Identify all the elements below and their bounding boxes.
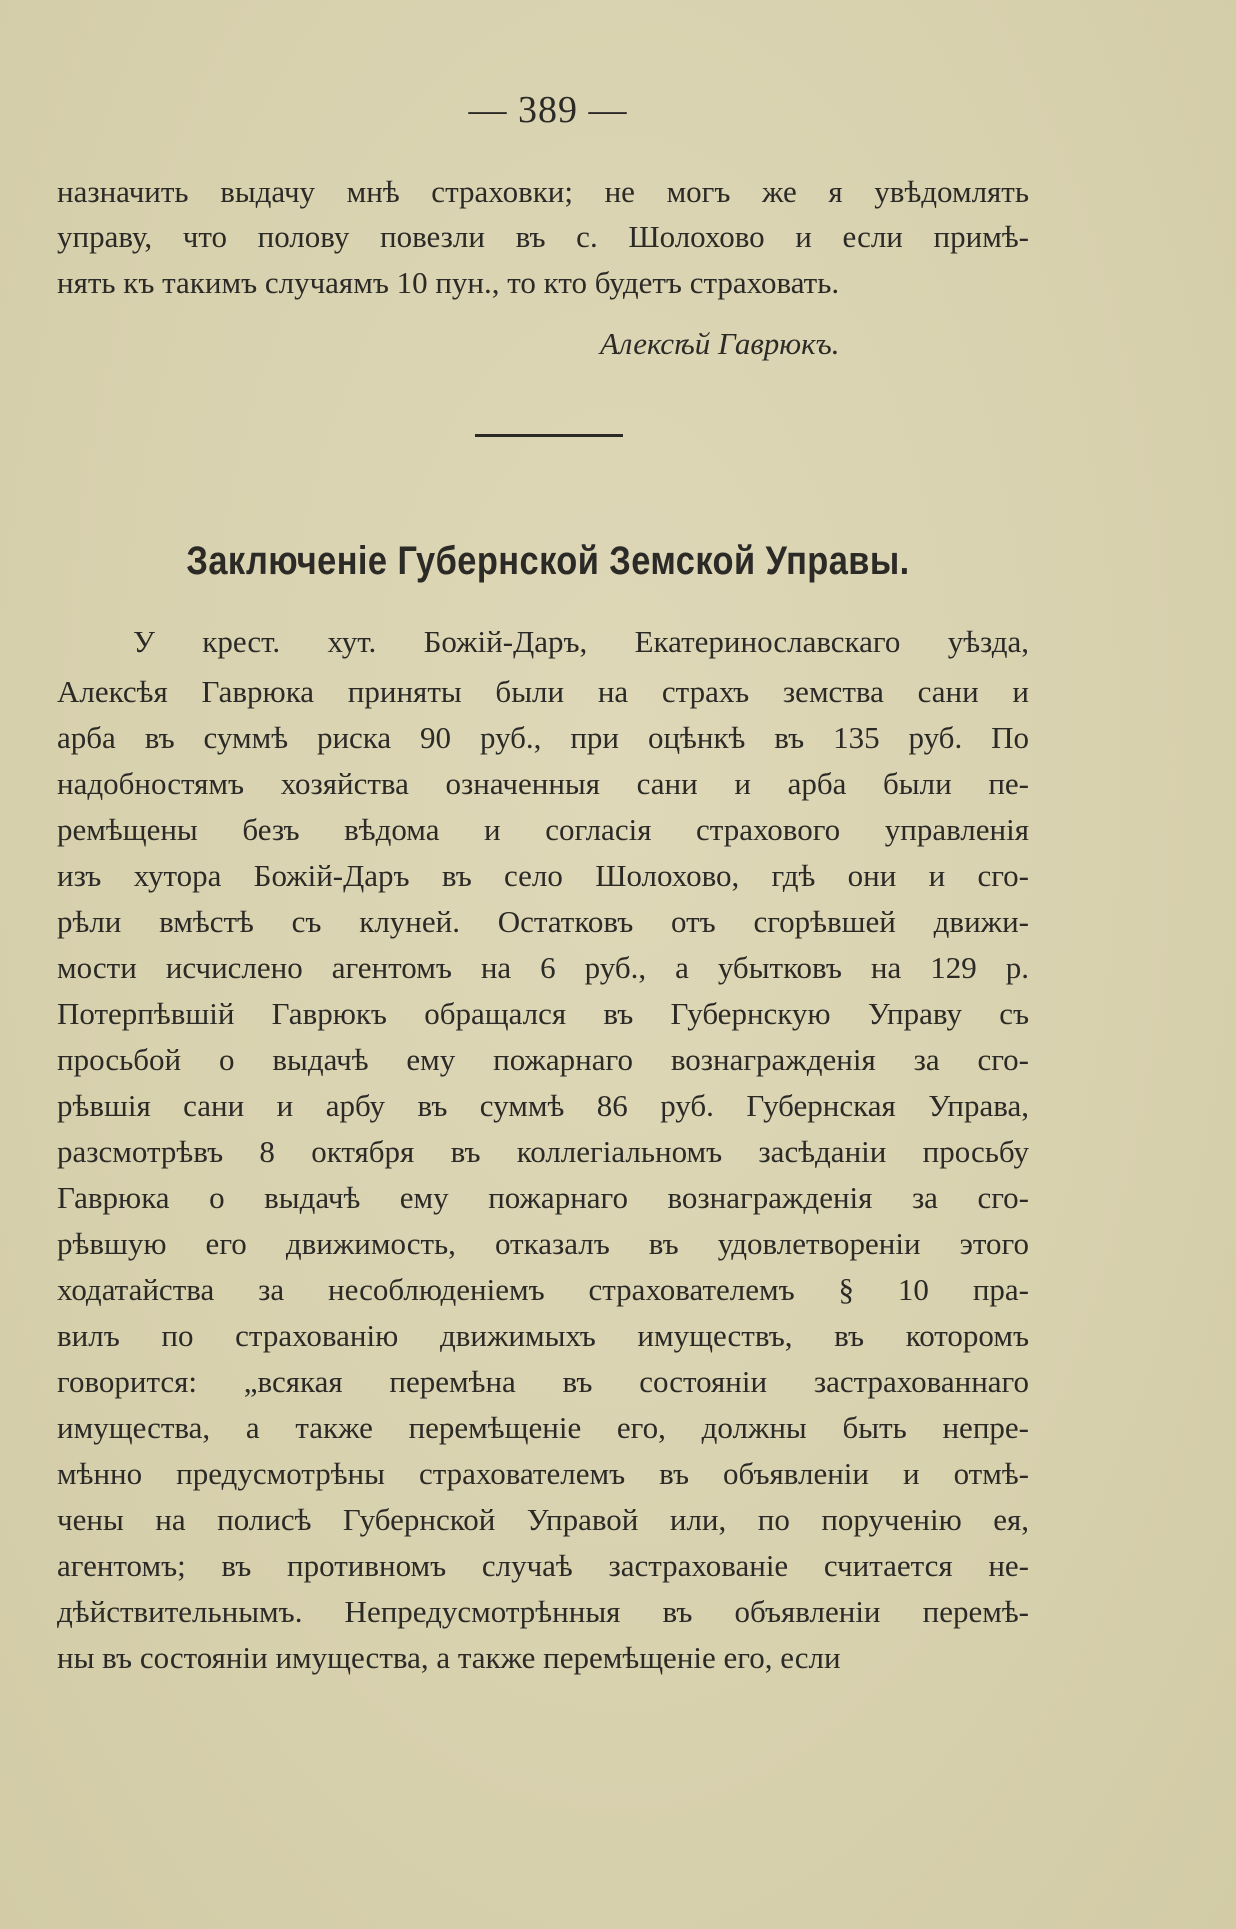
text-line: Алексѣя Гаврюка приняты были на страхъ земства сани и — [57, 674, 1029, 709]
text-line: назначить выдачу мнѣ страховки; не могъ же я увѣдомлять — [57, 174, 1029, 209]
text-line: мости исчислено агентомъ на 6 руб., а убытковъ на 129 р. — [57, 950, 1029, 985]
text-line: мѣнно предусмотрѣны страхователемъ въ объявленiи и отмѣ- — [57, 1456, 1029, 1491]
section-heading: Заключенiе Губернской Земской Управы. — [186, 539, 910, 583]
text-line: нять къ такимъ случаямъ 10 пун., то кто будетъ страховать. — [57, 265, 840, 300]
signature: Алексѣй Гаврюкъ. — [600, 326, 840, 361]
text-line: Потерпѣвшiй Гаврюкъ обращался въ Губернскую Управу съ — [57, 996, 1029, 1031]
text-line: ны въ состоянiи имущества, а также перемѣщенiе его, если — [57, 1640, 841, 1675]
text-line: изъ хутора Божiй-Даръ въ село Шолохово, гдѣ они и сго- — [57, 858, 1029, 893]
text-line: агентомъ; въ противномъ случаѣ застрахованiе считается не- — [57, 1548, 1029, 1583]
text-line: ходатайства за несоблюденiемъ страхователемъ § 10 пра- — [57, 1272, 1029, 1307]
text-line: арба въ суммѣ риска 90 руб., при оцѣнкѣ въ 135 руб. По — [57, 720, 1029, 755]
text-line: ремѣщены безъ вѣдома и согласiя страхового управленiя — [57, 812, 1029, 847]
text-line: говорится: „всякая перемѣна въ состоянiи застрахованнаго — [57, 1364, 1029, 1399]
text-line: вилъ по страхованiю движимыхъ имуществъ, въ которомъ — [57, 1318, 1029, 1353]
text-line: У крест. хут. Божiй-Даръ, Екатеринославскаго уѣзда, — [133, 624, 1029, 659]
text-line: имущества, а также перемѣщенiе его, должны быть непре- — [57, 1410, 1029, 1445]
text-line: Гаврюка о выдачѣ ему пожарнаго вознагражденiя за сго- — [57, 1180, 1029, 1215]
text-line: надобностямъ хозяйства означенныя сани и арба были пе- — [57, 766, 1029, 801]
page-number: — 389 — — [468, 89, 628, 131]
text-line: рѣвшую его движимость, отказалъ въ удовлетворенiи этого — [57, 1226, 1029, 1261]
text-line: управу, что полову повезли въ с. Шолохово и если примѣ- — [57, 219, 1029, 254]
section-divider — [475, 434, 623, 437]
text-line: дѣйствительнымъ. Непредусмотрѣнныя въ объявленiи перемѣ- — [57, 1594, 1029, 1629]
text-line: чены на полисѣ Губернской Управой или, по порученiю ея, — [57, 1502, 1029, 1537]
text-line: разсмотрѣвъ 8 октября въ коллегiальномъ засѣданiи просьбу — [57, 1134, 1029, 1169]
text-line: рѣли вмѣстѣ съ клуней. Остатковъ отъ сгорѣвшей движи- — [57, 904, 1029, 939]
text-line: просьбой о выдачѣ ему пожарнаго вознагражденiя за сго- — [57, 1042, 1029, 1077]
text-line: рѣвшiя сани и арбу въ суммѣ 86 руб. Губернская Управа, — [57, 1088, 1029, 1123]
